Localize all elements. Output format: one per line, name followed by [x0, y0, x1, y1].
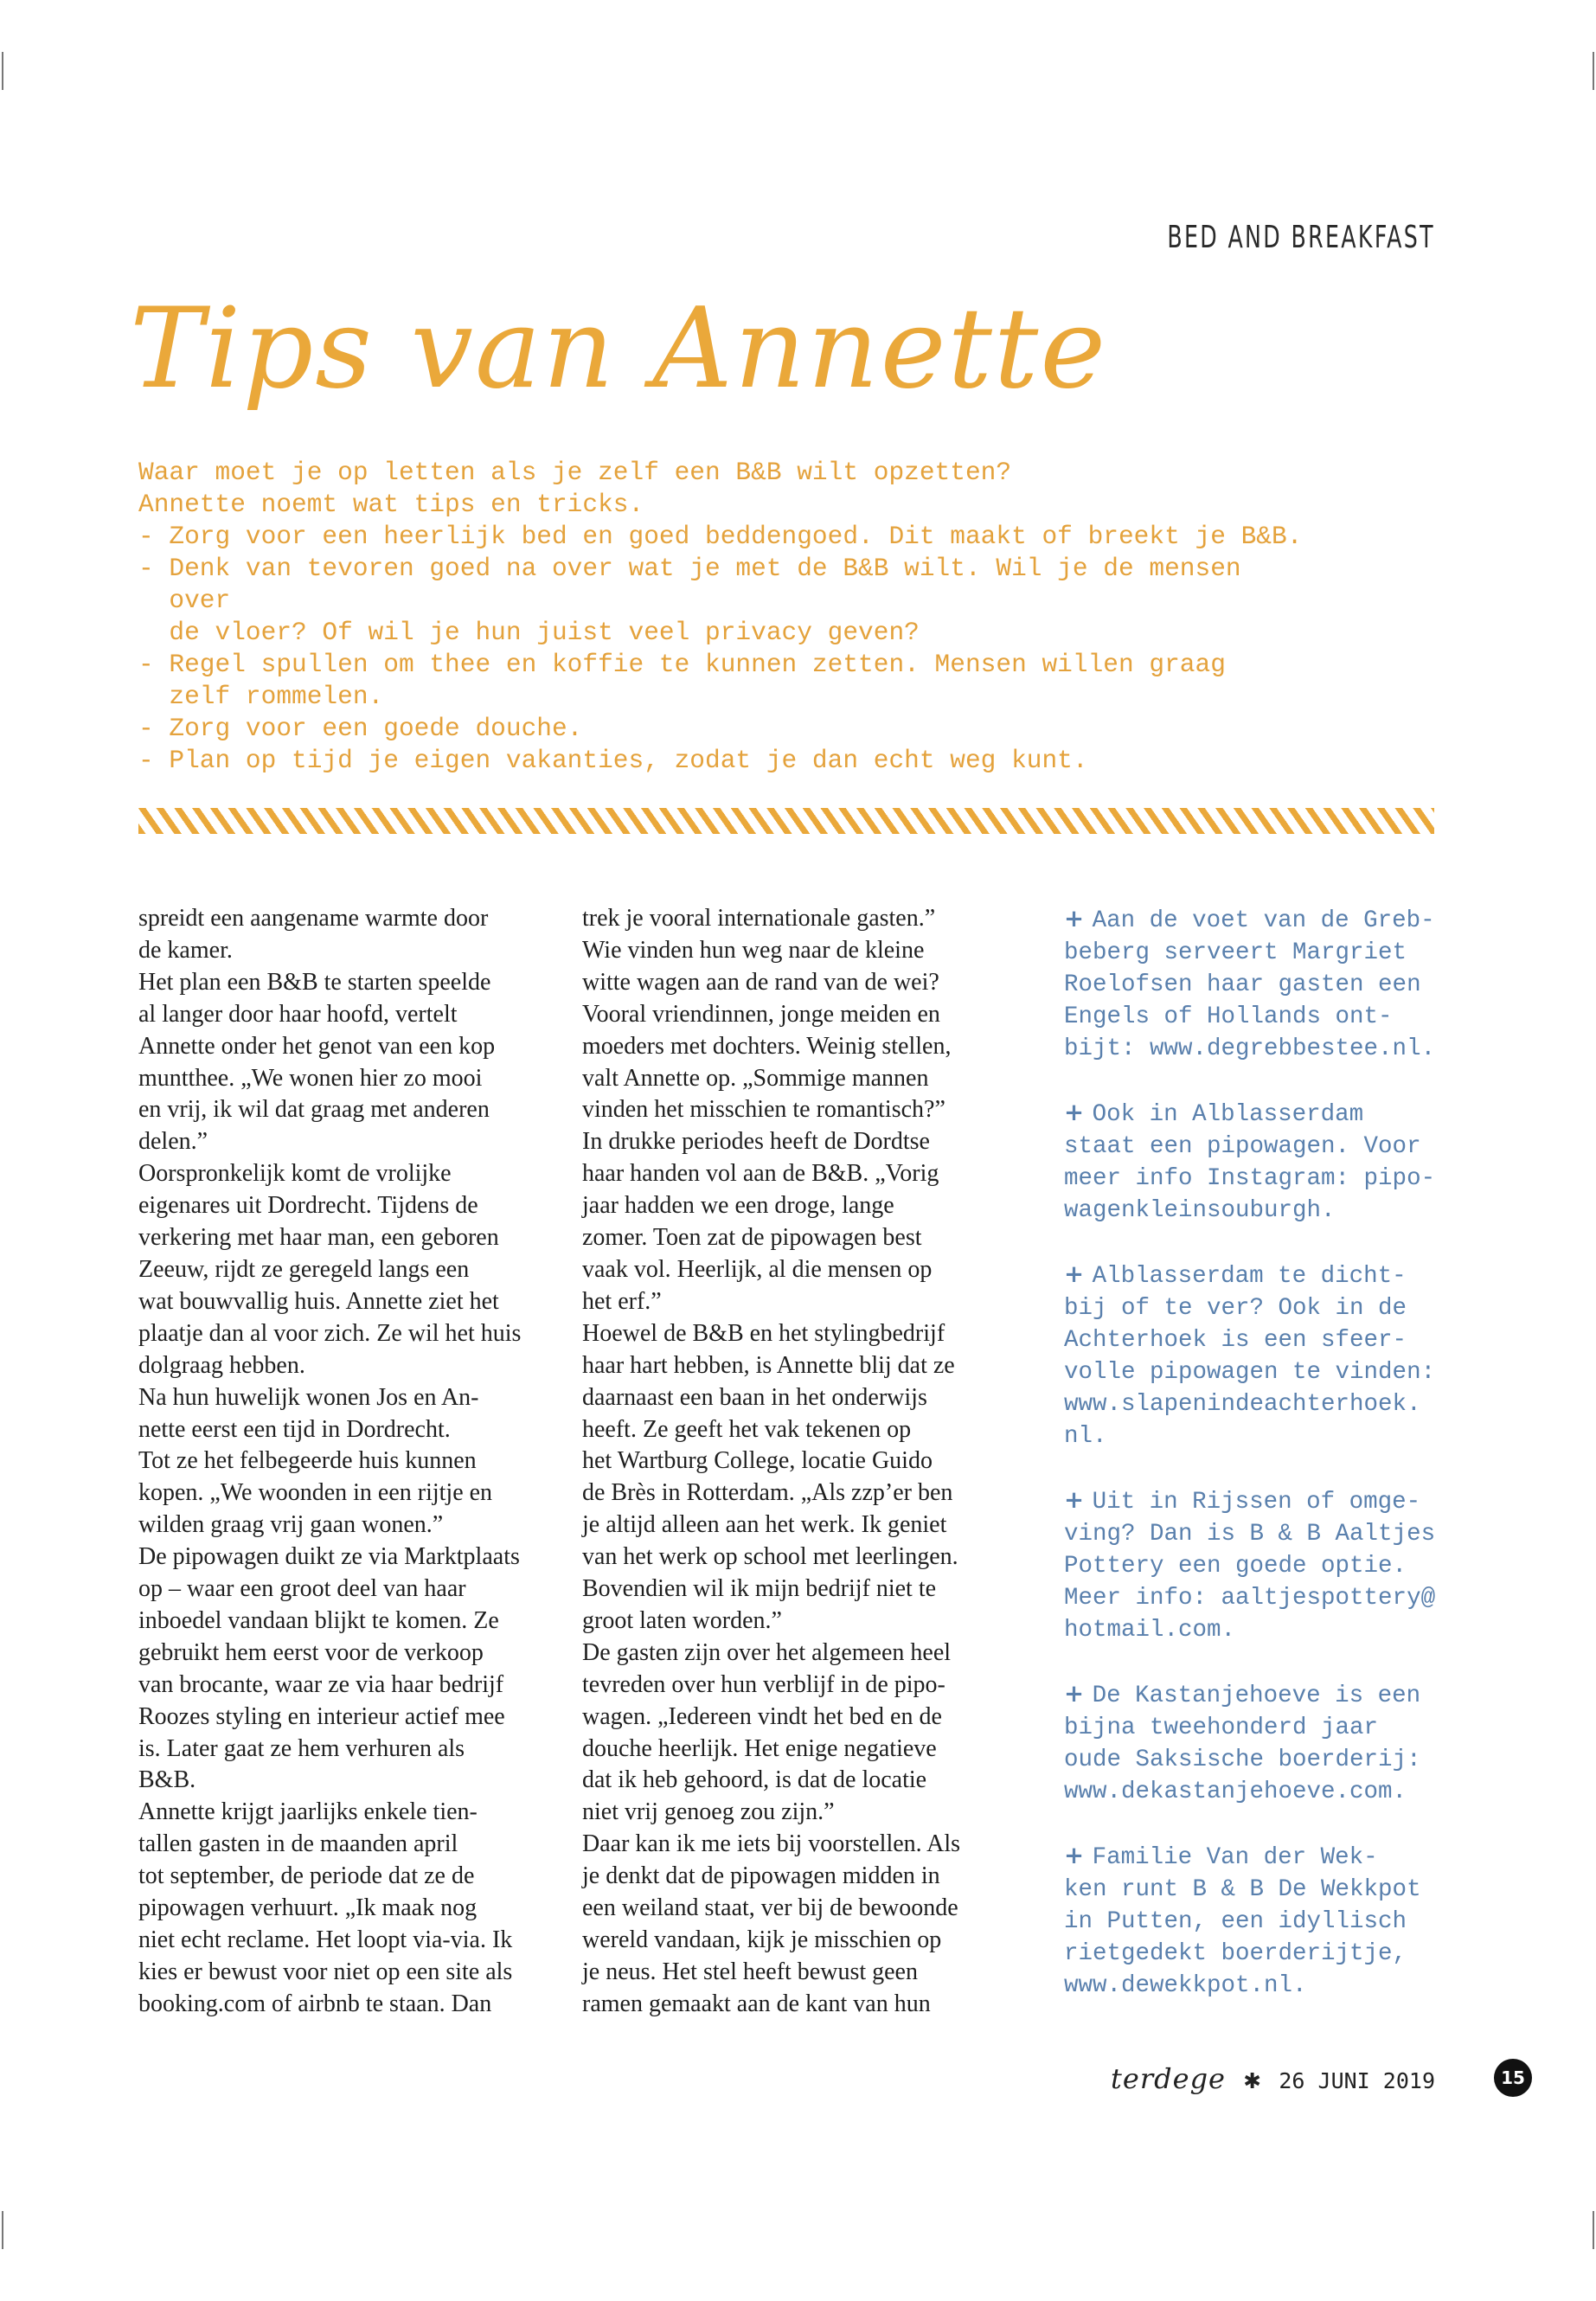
sidebar-item-text: Uit in Rijssen of omge- [1092, 1489, 1421, 1516]
article-line: wereld vandaan, kijk je misschien op [582, 1926, 942, 1953]
article-line: Oorspronkelijk komt de vrolijke [138, 1160, 452, 1188]
article-line: eigenares uit Dordrecht. Tijdens de [138, 1192, 478, 1220]
tips-list [138, 457, 1453, 777]
article-line: douche heerlijk. Het enige negatieve [582, 1734, 937, 1762]
article-line: tevreden over hun verblijf in de pipo- [582, 1670, 945, 1698]
article-line: pipowagen verhuurt. „Ik maak nog [138, 1894, 478, 1922]
plus-icon: + [1064, 1486, 1093, 1514]
sidebar-item-text: Engels of Hollands ont- [1064, 1003, 1393, 1030]
crop-mark [1593, 2211, 1594, 2249]
tip-line: zelf rommelen. [138, 682, 384, 711]
spacer [1064, 1452, 1471, 1484]
article-line: kopen. „We woonden in een rijtje en [138, 1479, 493, 1507]
sidebar-tips [1064, 903, 1471, 2002]
article-line: Zeeuw, rijdt ze geregeld langs een [138, 1255, 470, 1283]
article-line: van het werk op school met leerlingen. [582, 1543, 958, 1571]
article-line: Roozes styling en interieur actief mee [138, 1702, 505, 1730]
article-line: delen.” [138, 1128, 208, 1156]
sidebar-item-text: bijna tweehonderd jaar [1064, 1715, 1379, 1741]
article-line: Wie vinden hun weg naar de kleine [582, 936, 925, 964]
article-line: is. Later gaat ze hem verhuren als [138, 1734, 465, 1762]
article-line: Daar kan ik me iets bij voorstellen. Als [582, 1830, 961, 1858]
article-line: dolgraag hebben. [138, 1351, 305, 1379]
spacer [1064, 1808, 1471, 1840]
article-line: witte wagen aan de rand van de wei? [582, 968, 939, 996]
sidebar-item-text: beberg serveert Margriet [1064, 939, 1407, 966]
spacer [1064, 1227, 1471, 1259]
article-line: Hoewel de B&B en het stylingbedrijf [582, 1319, 945, 1347]
article-line: wat bouwvallig huis. Annette ziet het [138, 1287, 499, 1315]
page-number: 15 [1494, 2059, 1532, 2097]
article-line: haar handen vol aan de B&B. „Vorig [582, 1160, 939, 1188]
article-line: het erf.” [582, 1287, 662, 1315]
article-line: daarnaast een baan in het onderwijs [582, 1383, 927, 1411]
sidebar-item-text: volle pipowagen te vinden: [1064, 1359, 1436, 1386]
article-line: niet echt reclame. Het loopt via-via. Ik [138, 1926, 513, 1953]
article-line: Bovendien wil ik mijn bedrijf niet te [582, 1575, 937, 1603]
article-line: gebruikt hem eerst voor de verkoop [138, 1638, 484, 1666]
article-line: vaak vol. Heerlijk, al die mensen op [582, 1255, 933, 1283]
article-column-2 [582, 903, 997, 2021]
article-line: wagen. „Iedereen vindt het bed en de [582, 1702, 942, 1730]
article-line: en vrij, ik wil dat graag met anderen [138, 1096, 490, 1124]
issue-date: 26 JUNI 2019 [1279, 2068, 1435, 2093]
article-line: haar hart hebben, is Annette blij dat ze [582, 1351, 955, 1379]
sidebar-item-text: meer info Instagram: pipo- [1064, 1165, 1436, 1192]
sidebar-item-text: ving? Dan is B & B Aaltjes [1064, 1521, 1436, 1548]
sidebar-item-text: www.slapenindeachterhoek. [1064, 1391, 1421, 1418]
tip-line: - Denk van tevoren goed na over wat je met de B&B wilt. Wil je de mensen [138, 554, 1241, 583]
article-line: verkering met haar man, een geboren [138, 1224, 499, 1252]
article-line: Annette onder het genot van een kop [138, 1032, 496, 1060]
article-line: De gasten zijn over het algemeen heel [582, 1638, 952, 1666]
article-line: vinden het misschien te romantisch?” [582, 1096, 945, 1124]
tip-line: - Regel spullen om thee en koffie te kunnen zetten. Mensen willen graag [138, 650, 1226, 679]
article-line: nette eerst een tijd in Dordrecht. [138, 1415, 451, 1443]
sidebar-item-text: bijt: www.degrebbestee.nl. [1064, 1035, 1436, 1062]
crop-mark [2, 52, 3, 90]
article-line: muntthee. „We wonen hier zo mooi [138, 1064, 483, 1092]
sidebar-item-text: www.dekastanjehoeve.com. [1064, 1779, 1407, 1805]
crop-mark [2, 2211, 3, 2249]
sidebar-item-text: Pottery een goede optie. [1064, 1553, 1407, 1580]
article-line: dat ik heb gehoord, is dat de locatie [582, 1766, 927, 1794]
article-line: tot september, de periode dat ze de [138, 1862, 475, 1890]
article-line: van brocante, waar ze via haar bedrijf [138, 1670, 504, 1698]
separator-icon: ✱ [1244, 2062, 1261, 2095]
sidebar-item [1064, 1840, 1471, 2002]
tip-line: - Zorg voor een heerlijk bed en goed beddengoed. Dit maakt of breekt je B&B. [138, 522, 1303, 551]
article-line: trek je vooral internationale gasten.” [582, 905, 936, 932]
tip-line: de vloer? Of wil je hun juist veel privacy geven? [138, 618, 920, 647]
sidebar-item-text: Meer info: aaltjespottery@ [1064, 1585, 1436, 1612]
article-line: heeft. Ze geeft het vak tekenen op [582, 1415, 912, 1443]
article-line: je denkt dat de pipowagen midden in [582, 1862, 940, 1890]
sidebar-item [1064, 1484, 1471, 1646]
spacer [1064, 1065, 1471, 1097]
article-line: een weiland staat, ver bij de bewoonde [582, 1894, 958, 1922]
decorative-divider [138, 808, 1434, 834]
article-line: zomer. Toen zat de pipowagen best [582, 1224, 922, 1252]
article-line: booking.com of airbnb te staan. Dan [138, 1990, 492, 2017]
article-line: al langer door haar hoofd, vertelt [138, 1000, 458, 1028]
sidebar-item-text: Aan de voet van de Greb- [1092, 907, 1435, 934]
article-line: Annette krijgt jaarlijks enkele tien- [138, 1798, 478, 1826]
article-line: kies er bewust voor niet op een site als [138, 1958, 513, 1985]
article-line: de kamer. [138, 936, 233, 964]
plus-icon: + [1064, 1842, 1093, 1869]
sidebar-item-text: wagenkleinsouburgh. [1064, 1197, 1336, 1224]
article-line: B&B. [138, 1766, 196, 1794]
sidebar-item [1064, 903, 1471, 1065]
article-line: In drukke periodes heeft de Dordtse [582, 1128, 930, 1156]
article-line: Na hun huwelijk wonen Jos en An- [138, 1383, 479, 1411]
tip-line: - Plan op tijd je eigen vakanties, zodat je dan echt weg kunt. [138, 746, 1088, 775]
sidebar-item-text: staat een pipowagen. Voor [1064, 1133, 1421, 1160]
crop-mark [1593, 52, 1594, 90]
article-line: op – waar een groot deel van haar [138, 1575, 466, 1603]
sidebar-item-text: De Kastanjehoeve is een [1092, 1682, 1421, 1709]
article-line: niet vrij genoeg zou zijn.” [582, 1798, 835, 1826]
article-line: Tot ze het felbegeerde huis kunnen [138, 1447, 477, 1475]
sidebar-item-text: nl. [1064, 1423, 1107, 1450]
sidebar-item-text: Roelofsen haar gasten een [1064, 971, 1421, 998]
article-line: valt Annette op. „Sommige mannen [582, 1064, 929, 1092]
sidebar-item [1064, 1678, 1471, 1808]
sidebar-item-text: bij of te ver? Ook in de [1064, 1295, 1407, 1322]
sidebar-item-text: hotmail.com. [1064, 1617, 1236, 1644]
footer [1111, 2062, 1435, 2095]
article-line: tallen gasten in de maanden april [138, 1830, 458, 1858]
article-column-1 [138, 903, 545, 2021]
sidebar-item-text: Achterhoek is een sfeer- [1064, 1327, 1407, 1354]
article-line: plaatje dan al voor zich. Ze wil het huis [138, 1319, 522, 1347]
tip-line: over [138, 586, 231, 615]
article-line: het Wartburg College, locatie Guido [582, 1447, 933, 1475]
spacer [1064, 1646, 1471, 1678]
tip-line: Annette noemt wat tips en tricks. [138, 490, 644, 519]
article-line: je neus. Het stel heeft bewust geen [582, 1958, 918, 1985]
tip-line: Waar moet je op letten als je zelf een B&B wilt opzetten? [138, 458, 1012, 487]
article-line: groot laten worden.” [582, 1606, 782, 1634]
article-line: de Brès in Rotterdam. „Als zzp’er ben [582, 1479, 953, 1507]
plus-icon: + [1064, 1680, 1093, 1708]
article-line: moeders met dochters. Weinig stellen, [582, 1032, 952, 1060]
article-line: Het plan een B&B te starten speelde [138, 968, 491, 996]
plus-icon: + [1064, 1099, 1093, 1126]
sidebar-item-text: www.dewekkpot.nl. [1064, 1972, 1307, 1999]
sidebar-item-text: ken runt B & B De Wekkpot [1064, 1876, 1421, 1903]
tip-line: - Zorg voor een goede douche. [138, 714, 583, 743]
article-line: De pipowagen duikt ze via Marktplaats [138, 1543, 520, 1571]
sidebar-item [1064, 1097, 1471, 1227]
article-line: wilden graag vrij gaan wonen.” [138, 1511, 444, 1539]
article-line: ramen gemaakt aan de kant van hun [582, 1990, 931, 2017]
sidebar-item-text: Alblasserdam te dicht- [1092, 1263, 1407, 1290]
article-line: jaar hadden we een droge, lange [582, 1192, 894, 1220]
article-line: je altijd alleen aan het werk. Ik geniet [582, 1511, 947, 1539]
sidebar-item-text: Familie Van der Wek- [1092, 1844, 1378, 1871]
sidebar-item-text: Ook in Alblasserdam [1092, 1101, 1364, 1128]
sidebar-item-text: in Putten, een idyllisch [1064, 1908, 1407, 1935]
article-line: Vooral vriendinnen, jonge meiden en [582, 1000, 940, 1028]
sidebar-item [1064, 1259, 1471, 1452]
tips-title: Tips van Annette [130, 285, 1108, 413]
plus-icon: + [1064, 1260, 1093, 1288]
sidebar-item-text: rietgedekt boerderijtje, [1064, 1940, 1407, 1967]
magazine-brand: terdege [1111, 2062, 1226, 2095]
sidebar-item-text: oude Saksische boerderij: [1064, 1747, 1421, 1773]
plus-icon: + [1064, 905, 1093, 933]
section-label: BED AND BREAKFAST [1167, 220, 1435, 255]
article-line: inboedel vandaan blijkt te komen. Ze [138, 1606, 499, 1634]
article-line: spreidt een aangename warmte door [138, 905, 489, 932]
